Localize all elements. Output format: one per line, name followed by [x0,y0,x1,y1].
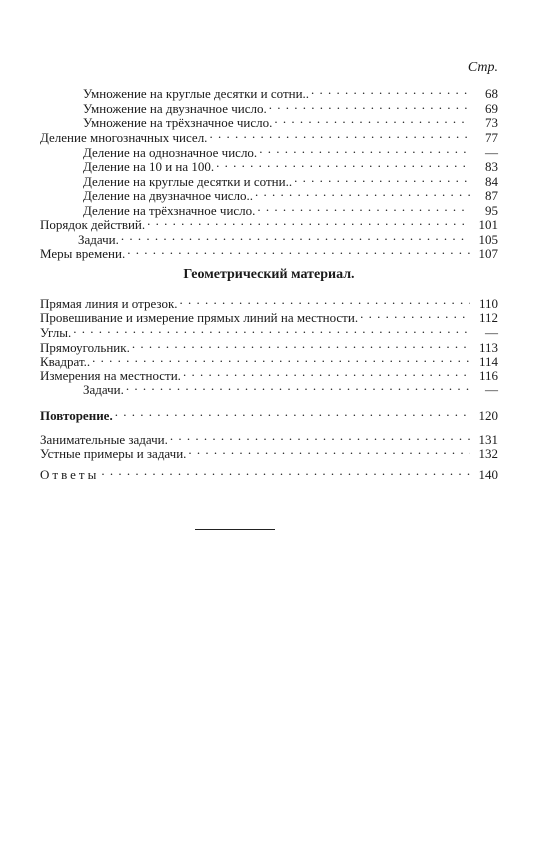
toc-entry-title: Прямая линия и отрезок. [40,296,178,311]
toc-entry-title: Повторение. [40,408,113,423]
section-heading: Геометрический материал. [183,267,355,282]
toc-entry-title: Измерения на местности. [40,368,181,383]
toc-entry [40,404,498,423]
toc-entry-title: Деление на круглые десятки и сотни.. [83,174,293,189]
toc-entry-title: Провешивание и измерение прямых линий на местности. [40,310,359,325]
toc-page [40,0,498,860]
toc-entry-title: Задачи. [83,382,124,397]
toc-entry-page: — [485,325,498,340]
toc-entry [40,184,498,203]
toc-entry-page: — [485,382,498,397]
toc-entry-page: 87 [485,188,498,203]
toc-entry-page: 83 [485,159,498,174]
toc-entry [40,213,498,232]
page-column-header: Стр. [467,60,498,75]
toc-entry-page: — [485,145,498,160]
toc-entry-title: Деление на 10 и на 100. [83,159,215,174]
toc-entry-page: 110 [478,296,498,311]
toc-entry-title: Углы. [40,325,72,340]
dot-leader [147,213,470,229]
toc-entry-page: 114 [478,354,498,369]
toc-entry-page: 131 [478,432,498,447]
toc-entry-title: Задачи. [78,232,119,247]
dot-leader [126,378,470,394]
toc-entry-title: Ответы [40,467,100,482]
toc-entry-title: Умножение на круглые десятки и сотни.. [83,86,310,101]
dot-leader [274,111,470,127]
toc-entry-title: Деление на трёхзначное число. [83,203,256,218]
toc-entry-page: 73 [485,115,498,130]
toc-entry [40,442,498,461]
toc-entry-title: Умножение на двузначное число. [83,101,267,116]
dot-leader [101,463,470,479]
toc-entry-page: 69 [485,101,498,116]
toc-entry-page: 95 [485,203,498,218]
dot-leader [255,184,470,200]
toc-entry-title: Деление на двузначное число.. [83,188,254,203]
toc-entry [40,155,498,174]
toc-entry-page: 113 [478,340,498,355]
dot-leader [188,442,470,458]
toc-entry-page: 132 [478,446,498,461]
toc-entry-page: 77 [485,130,498,145]
toc-entry-title: Занимательные задачи. [40,432,168,447]
toc-entry-title: Деление на однозначное число. [83,145,258,160]
toc-entry-title: Устные примеры и задачи. [40,446,187,461]
toc-entry-title: Меры времени. [40,246,126,261]
end-rule [195,529,275,530]
toc-entry-page: 68 [485,86,498,101]
toc-entry-page: 120 [478,408,498,423]
toc-entry-page: 84 [485,174,498,189]
toc-entry-title: Деление многозначных чисел. [40,130,208,145]
toc-entry-page: 140 [478,467,498,482]
dot-leader [311,82,470,98]
dot-leader [115,404,470,420]
toc-entry [40,306,498,325]
dot-leader [73,321,470,337]
toc-entry-page: 101 [478,217,498,232]
dot-leader [360,306,470,322]
toc-entry [40,82,498,101]
toc-entry-title: Квадрат.. [40,354,91,369]
dot-leader [127,242,470,258]
toc-entry [40,463,498,482]
toc-entry [40,126,498,145]
toc-entry [40,111,498,130]
toc-entry-page: 107 [478,246,498,261]
toc-entry [40,242,498,261]
toc-entry-title: Порядок действий. [40,217,146,232]
dot-leader [209,126,470,142]
toc-entry-page: 116 [478,368,498,383]
toc-entry [40,321,498,340]
dot-leader [216,155,470,171]
toc-entry-title: Прямоугольник. [40,340,130,355]
toc-entry [40,378,498,397]
toc-entry-title: Умножение на трёхзначное число. [83,115,273,130]
toc-entry-page: 105 [478,232,498,247]
toc-entry-page: 112 [478,310,498,325]
